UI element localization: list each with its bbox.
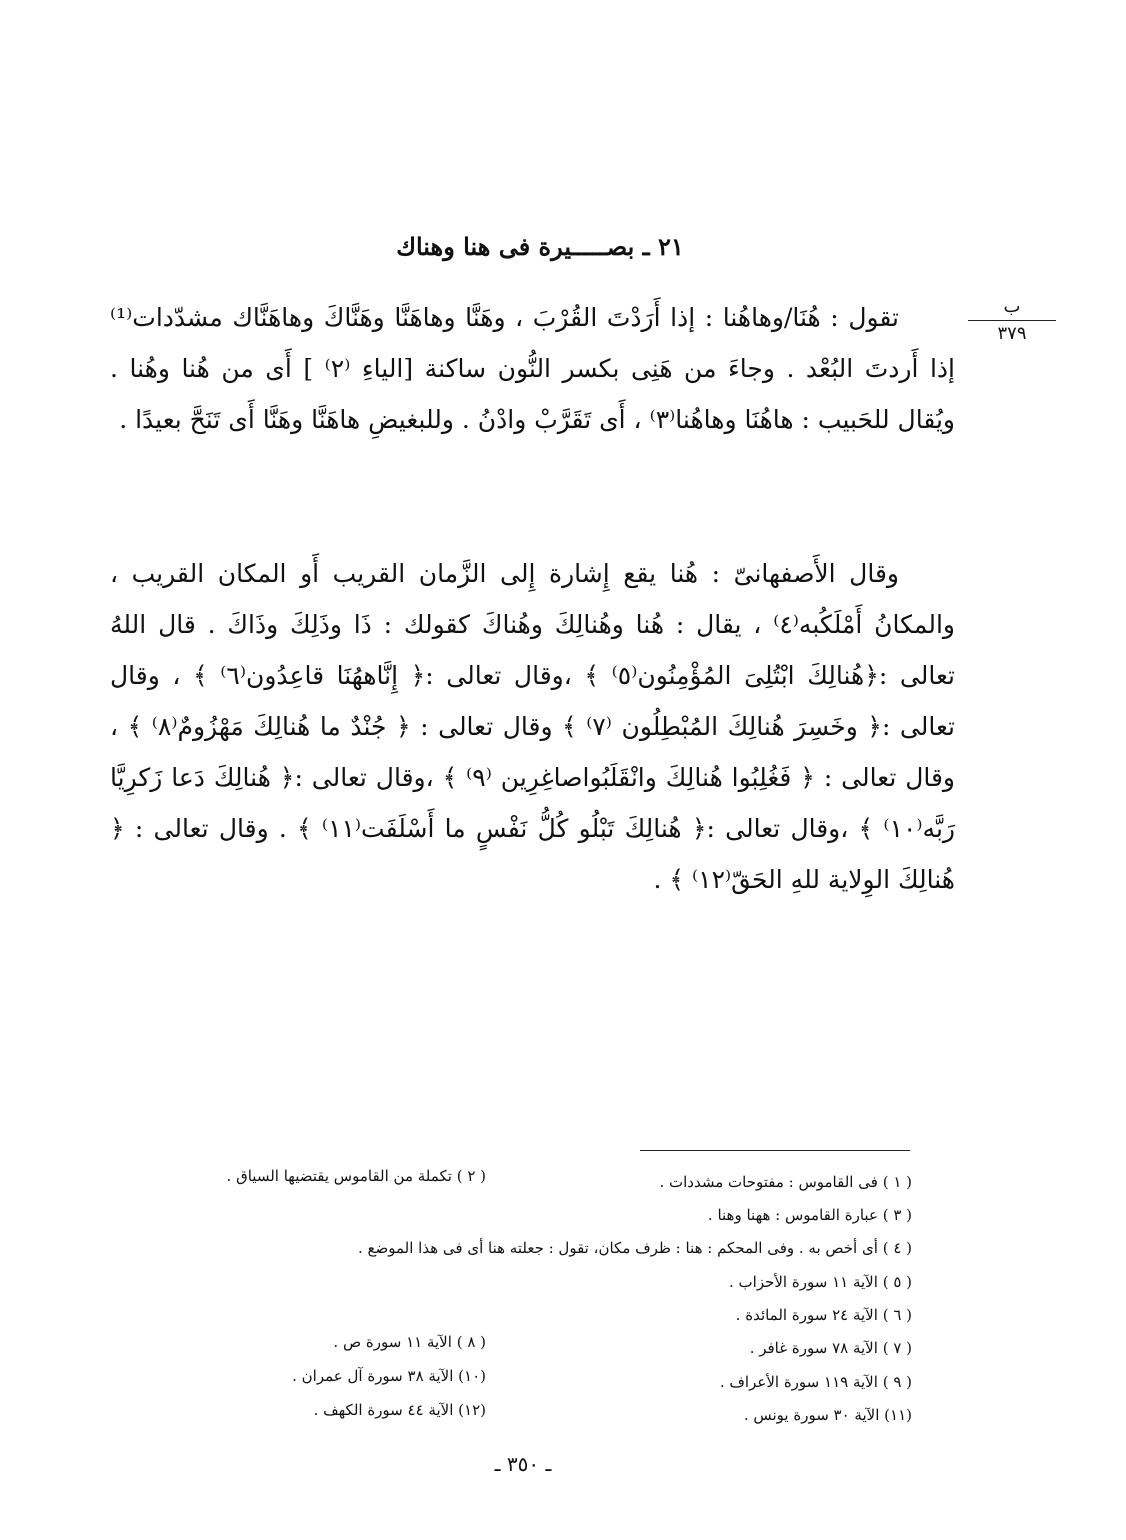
- footnote-7-text: الآية ٧٨ سورة غافر .: [749, 1339, 878, 1357]
- page-number: ـ ٣٥٠ ـ: [494, 1452, 552, 1476]
- margin-reference-letter: ب: [1003, 296, 1021, 317]
- footnote-10-num: (١٠): [458, 1367, 486, 1385]
- footnote-2-num: ( ٢ ): [456, 1167, 486, 1185]
- footnote-2-text: تكملة من القاموس يقتضيها السياق .: [226, 1167, 452, 1185]
- footnote-6-num: ( ٦ ): [882, 1306, 912, 1324]
- paragraph-1: تقول : هُنَا/وهاهُنا : إذا أَرَدْتَ القُرْبَ ، وهَنَّا وهاهَنَّا وهَنَّاكَ وهاهَنَّاك مشدّدات⁽¹⁾ إذا أَردتَ البُعْد . وجاءَ من هَنِى بكسر النُّون ساكنة [الياءِ ⁽٢⁾ ] أَى من هُنا وهُنا . ويُقال للحَبيب : هاهُنَا وهاهُنا⁽٣⁾ ، أَى تَقَرَّبْ وادْنُ . وللبغيضِ هاهَنَّا وهَنَّا أَى تَنَحَّ بعيدًا .: [110, 303, 956, 434]
- margin-reference-number: ٣٧٩: [997, 323, 1027, 344]
- footnote-3-text: عبارة القاموس : ههنا وهنا .: [707, 1206, 878, 1224]
- footnote-1-text: فى القاموس : مفتوحات مشددات .: [659, 1173, 878, 1191]
- footnote-separator: [640, 1150, 910, 1151]
- footnote-12-num: (١٢): [458, 1401, 486, 1419]
- footnote-2: [227, 1166, 486, 1186]
- footnote-8: [333, 1332, 486, 1352]
- footnote-1: [659, 1172, 912, 1192]
- footnote-9-text: الآية ١١٩ سورة الأعراف .: [719, 1373, 878, 1391]
- footnote-9: [720, 1372, 912, 1392]
- footnote-6: [736, 1305, 912, 1325]
- footnote-11-text: الآية ٣٠ سورة يونس .: [743, 1406, 880, 1424]
- footnote-3: [708, 1205, 912, 1225]
- footnote-12-text: الآية ٤٤ سورة الكهف .: [313, 1401, 454, 1419]
- footnote-11-num: (١١): [884, 1406, 912, 1424]
- footnote-11: [744, 1405, 912, 1425]
- footnote-4-text: أى أخص به . وفى المحكم : هنا : ظرف مكان، تقول : جعلته هنا أى فى هذا الموضع .: [358, 1239, 878, 1257]
- section-heading: ٢١ ـ بصـــــيرة فى هنا وهناك: [396, 232, 684, 261]
- footnote-5-text: الآية ١١ سورة الأحزاب .: [729, 1273, 878, 1291]
- footnote-1-num: ( ١ ): [882, 1173, 912, 1191]
- paragraph-2: وقال الأَصفهانىّ : هُنا يقع إِشارة إِلى الزَّمان القريب أَو المكان القريب ، والمكانُ أَمْلَكُبه⁽٤⁾ ، يقال : هُنا وهُنالِكَ وهُناكَ كقولك : ذَا وذَلِكَ وذَاكَ . قال اللهُ تعالى :﴿هُنالِكَ ابْتُلِىَ المُؤْمِنُون⁽٥⁾ ﴾ ،وقال تعالى :﴿ إِنَّاههُنَا قاعِدُون⁽٦⁾ ﴾ ، وقال تعالى :﴿ وخَسِرَ هُنالِكَ المُبْطِلُون ⁽٧⁾ ﴾ وقال تعالى : ﴿ جُنْدٌ ما هُنالِكَ مَهْزُومٌ⁽٨⁾ ﴾ ، وقال تعالى : ﴿ فَغُلِبُوا هُنالِكَ وانْقَلَبُواصاغِرِين ⁽٩⁾ ﴾ ،وقال تعالى :﴿ هُنالِكَ دَعا زَكرِيَّا رَبَّه⁽١٠⁾ ﴾ ،وقال تعالى :﴿ هُنالِكَ تَبْلُو كُلُّ نَفْسٍ ما أَسْلَفَت⁽١١⁾ ﴾ . وقال تعالى : ﴿ هُنالِكَ الوِلاية للهِ الحَقّ⁽١٢⁾ ﴾ .: [110, 559, 956, 894]
- footnote-12: [314, 1400, 486, 1420]
- margin-reference-rule: [968, 320, 1056, 321]
- footnote-9-num: ( ٩ ): [882, 1373, 912, 1391]
- footnote-5-num: ( ٥ ): [882, 1273, 912, 1291]
- footnote-8-text: الآية ١١ سورة ص .: [333, 1333, 452, 1351]
- footnote-8-num: ( ٨ ): [456, 1333, 486, 1351]
- footnote-7-num: ( ٧ ): [882, 1339, 912, 1357]
- footnote-3-num: ( ٣ ): [882, 1206, 912, 1224]
- footnote-4-num: ( ٤ ): [882, 1239, 912, 1257]
- footnote-10-text: الآية ٣٨ سورة آل عمران .: [292, 1367, 454, 1385]
- footnote-10: [292, 1366, 486, 1386]
- footnote-6-text: الآية ٢٤ سورة المائدة .: [735, 1306, 878, 1324]
- footnote-7: [750, 1338, 912, 1358]
- footnote-4: [358, 1238, 912, 1258]
- footnote-5: [729, 1272, 912, 1292]
- margin-reference: [968, 296, 1056, 345]
